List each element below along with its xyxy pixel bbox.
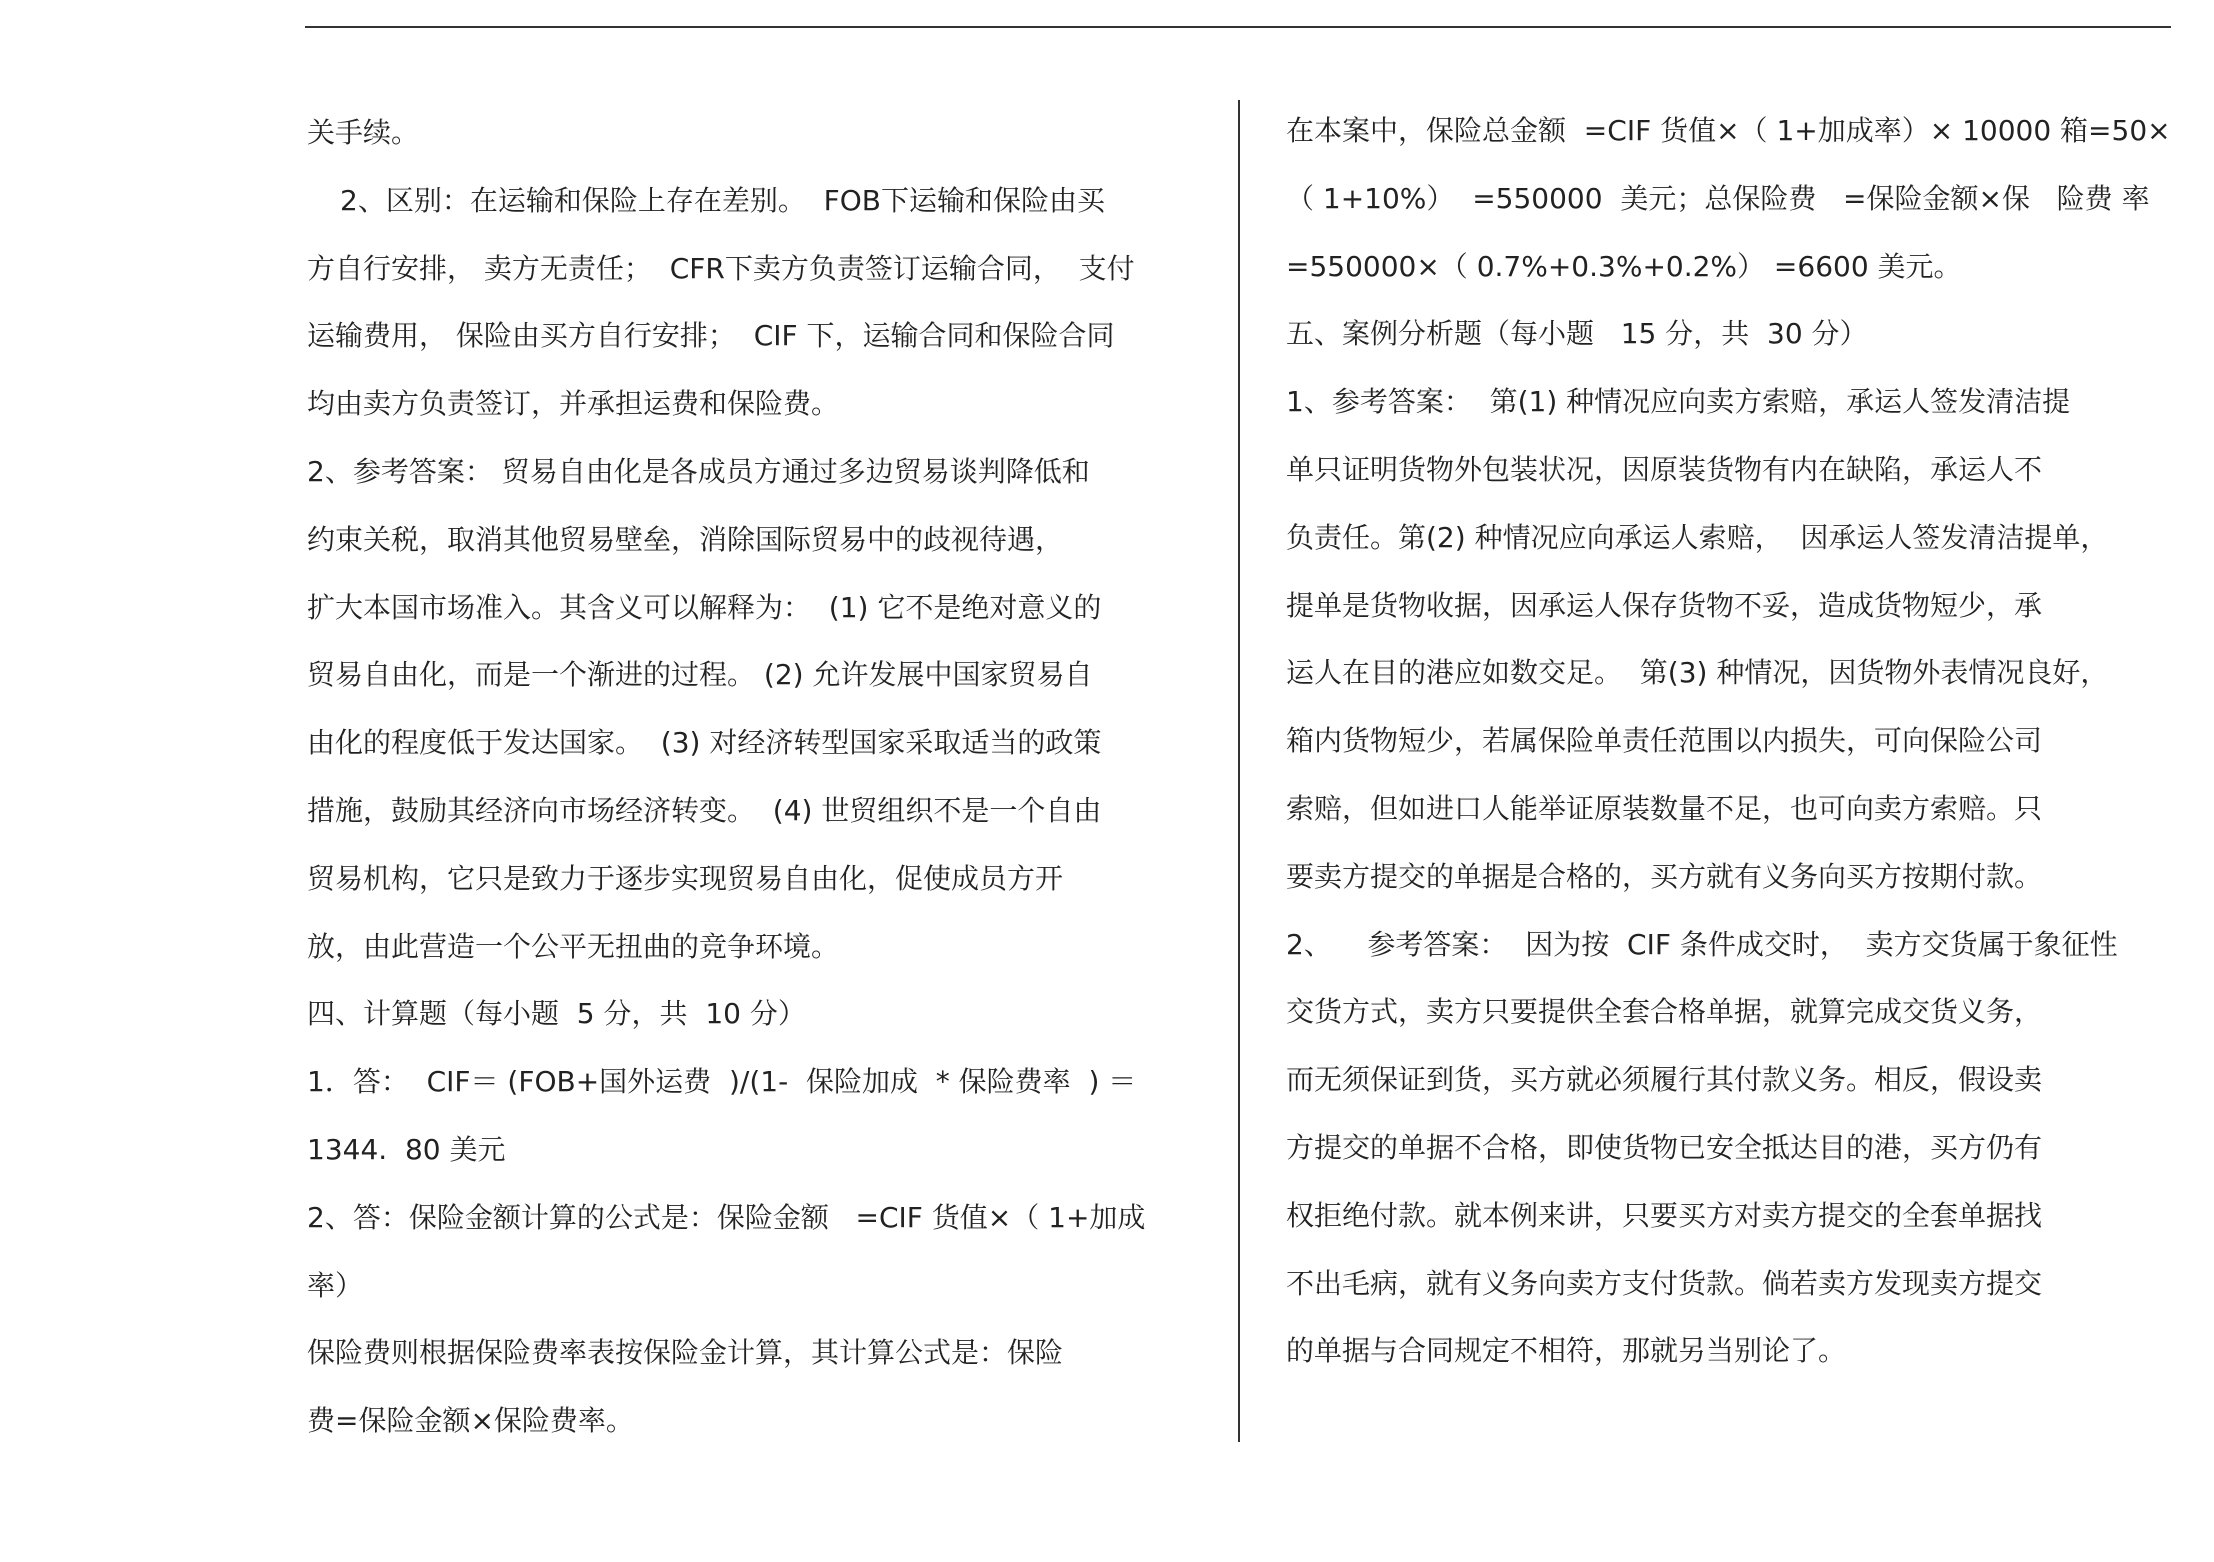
text-line: 的单据与合同规定不相符，那就另当别论了。 <box>1286 1334 1847 1368</box>
text-line: 在本案中，保险总金额 =CIF 货值×（ 1+加成率）× 10000 箱=50× <box>1286 114 2171 147</box>
text-line: 方自行安排， 卖方无责任； CFR下卖方负责签订运输合同， 支付 <box>307 251 1135 285</box>
text-line: 保险费则根据保险费率表按保险金计算，其计算公式是：保险 <box>307 1336 1064 1370</box>
text-line: =550000×（ 0.7%+0.3%+0.2%） =6600 美元。 <box>1286 249 1962 283</box>
text-line: 方提交的单据不合格，即使货物已安全抵达目的港，买方仍有 <box>1286 1130 2043 1164</box>
text-line: 箱内货物短少，若属保险单责任范围以内损失，可向保险公司 <box>1286 724 2043 758</box>
column-divider <box>1238 100 1240 1442</box>
text-line: 扩大本国市场准入。其含义可以解释为： (1) 它不是绝对意义的 <box>307 590 1102 624</box>
text-line: 交货方式，卖方只要提供全套合格单据，就算完成交货义务， <box>1286 995 2043 1029</box>
text-line: 均由卖方负责签订，并承担运费和保险费。 <box>307 387 840 421</box>
text-line: 而无须保证到货，买方就必须履行其付款义务。相反，假设卖 <box>1286 1063 2043 1097</box>
text-line: 由化的程度低于发达国家。 (3) 对经济转型国家采取适当的政策 <box>307 726 1102 760</box>
text-line: 率） <box>307 1268 364 1302</box>
text-line: 措施，鼓励其经济向市场经济转变。 (4) 世贸组织不是一个自由 <box>307 793 1102 827</box>
text-line: 2、参考答案： 贸易自由化是各成员方通过多边贸易谈判降低和 <box>307 454 1090 488</box>
header-rule <box>305 26 2171 28</box>
text-line: 要卖方提交的单据是合格的，买方就有义务向买方按期付款。 <box>1286 859 2043 893</box>
section-heading: 四、计算题（每小题 5 分，共 10 分） <box>307 997 806 1031</box>
text-line: （ 1+10%） =550000 美元；总保险费 =保险金额×保 险费 率 <box>1286 181 2150 215</box>
text-line: 贸易机构，它只是致力于逐步实现贸易自由化，促使成员方开 <box>307 861 1064 895</box>
text-line: 权拒绝付款。就本例来讲，只要买方对卖方提交的全套单据找 <box>1286 1198 2043 1232</box>
text-line: 1、参考答案： 第(1) 种情况应向卖方索赔，承运人签发清洁提 <box>1286 385 2071 419</box>
right-column <box>1286 97 2186 1385</box>
text-line: 贸易自由化，而是一个渐进的过程。 (2) 允许发展中国家贸易自 <box>307 658 1093 692</box>
text-line: 费=保险金额×保险费率。 <box>307 1404 634 1438</box>
text-line: 运人在目的港应如数交足。 第(3) 种情况，因货物外表情况良好， <box>1286 656 2109 690</box>
text-line: 2、区别：在运输和保险上存在差别。 FOB下运输和保险由买 <box>340 183 1105 217</box>
text-line: 2、 参考答案： 因为按 CIF 条件成交时， 卖方交货属于象征性 <box>1286 927 2118 961</box>
text-line: 负责任。第(2) 种情况应向承运人索赔， 因承运人签发清洁提单， <box>1286 520 2109 554</box>
text-line: 2、答：保险金额计算的公式是：保险金额 =CIF 货值×（ 1+加成 <box>307 1200 1146 1234</box>
text-line: 关手续。 <box>307 116 420 149</box>
section-heading: 五、案例分析题（每小题 15 分，共 30 分） <box>1286 317 1868 351</box>
text-line: 放，由此营造一个公平无扭曲的竞争环境。 <box>307 929 840 963</box>
text-line: 运输费用， 保险由买方自行安排； CIF 下，运输合同和保险合同 <box>307 319 1115 353</box>
text-line: 1344. 80 美元 <box>307 1132 506 1166</box>
text-line: 索赔，但如进口人能举证原装数量不足，也可向卖方索赔。只 <box>1286 791 2043 825</box>
text-line: 单只证明货物外包装状况，因原装货物有内在缺陷，承运人不 <box>1286 452 2043 486</box>
text-line: 提单是货物收据，因承运人保存货物不妥，造成货物短少，承 <box>1286 588 2043 622</box>
text-line: 1．答： CIF＝ (FOB+国外运费 )/(1- 保险加成 * 保险费率 ) ＝ <box>307 1065 1137 1099</box>
left-column <box>307 99 1207 1455</box>
text-line: 约束关税，取消其他贸易壁垒，消除国际贸易中的歧视待遇， <box>307 522 1064 556</box>
text-line: 不出毛病，就有义务向卖方支付货款。倘若卖方发现卖方提交 <box>1286 1266 2043 1300</box>
